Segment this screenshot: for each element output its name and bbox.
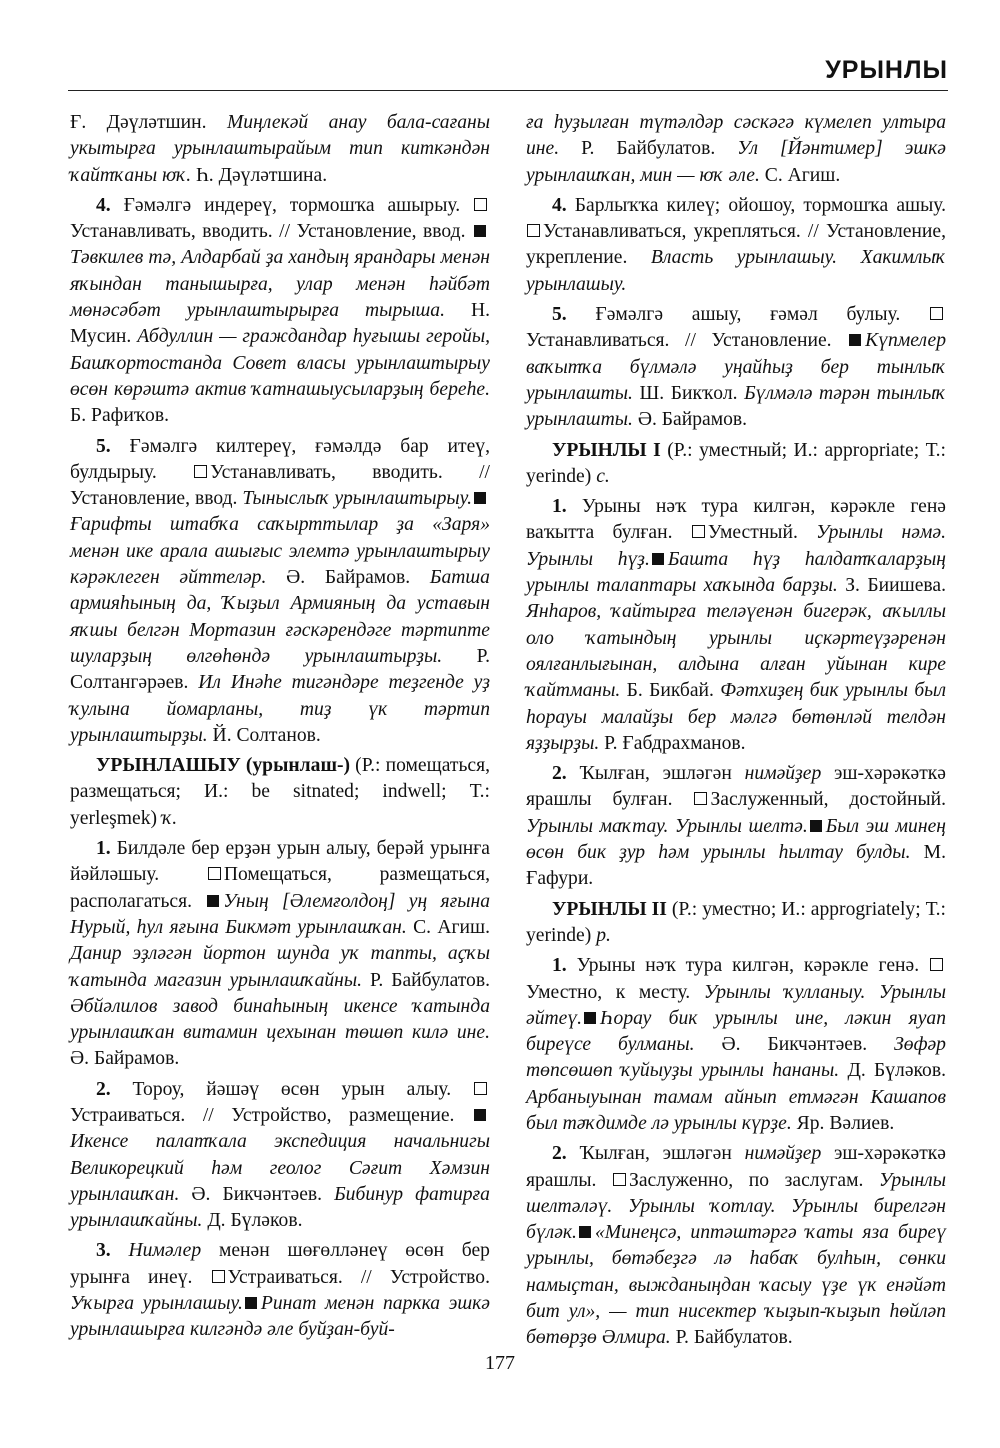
paragraph: [70, 110, 490, 189]
translation-box-icon: [208, 867, 221, 880]
example-text: Зөфәр төпсөшөп ҡуйыуҙы урынлы һананы.: [526, 1034, 946, 1082]
example-text: Башта һүҙ һалдатҡаларҙың урынлы талаптары хаҡында барҙы.: [526, 548, 946, 597]
translation-box-icon: [527, 224, 540, 237]
part-of-speech: ҡ.: [161, 807, 178, 829]
entry-urynly-1: [526, 438, 946, 491]
source-text: Ә. Байрамов.: [70, 1048, 180, 1070]
examples-square-icon: [584, 1012, 596, 1024]
translation-box-icon: [474, 198, 487, 211]
sense-number: 5.: [552, 304, 567, 326]
example-text: Икенсе палатҡала экспедиция начальнигы Великорецкий һәм геолог Сәғит Хәмзин урынлашҡан.: [70, 1131, 490, 1205]
definition-text: Ғәмәлгә килтереү, ғәмәлдә бар итеү, булдырыу.: [70, 435, 490, 483]
source-text: Һ. Дәүләтшина.: [191, 164, 328, 186]
translation-text: Устраиваться. // Устройство, размещение.: [70, 1104, 472, 1126]
definition-text: эш-хәрәкәткә ярашлы.: [526, 1143, 947, 1191]
entry-translations: (Р.: уместный; И.: appropriate; Т.: yerinde): [526, 439, 946, 487]
definition-text: Ғәмәлгә ашыу, ғәмәл булыу.: [566, 304, 929, 326]
example-text: Батша армияһының да, Ҡыҙыл Армияның да уставын яҡшы белгән Мортазин ғәскәрендәге тәртипте шуларҙың өлгөһөндә урынлаштырҙы.: [70, 567, 490, 667]
translation-text: Уместный.: [707, 522, 817, 544]
example-text: Бүлмәлә тәрән тынлыҡ урынлашты.: [526, 382, 946, 431]
source-text: Ә. Бикчәнтәев.: [179, 1183, 335, 1205]
translation-box-icon: [474, 1082, 487, 1095]
translation-box-icon: [613, 1173, 626, 1186]
examples-square-icon: [207, 895, 219, 907]
example-text: Урынлы шелтәләү. Урынлы ҡотлау. Урынлы бирелгән бүләк.: [526, 1169, 946, 1244]
sense-2: [70, 1077, 490, 1235]
source-text: Б. Бикбай.: [620, 680, 721, 702]
definition-italic: нимәйҙер: [744, 1143, 822, 1165]
source-text: М. Ғафури.: [526, 842, 946, 890]
examples-square-icon: [474, 1109, 486, 1121]
definition-text: менән шөғөлләнеү өсөн бер урынға инеү.: [70, 1240, 490, 1288]
sense-2: [526, 761, 946, 892]
source-text: Р. Байбулатов.: [670, 1327, 793, 1349]
source-text: Ә. Бикчәнтәев.: [694, 1034, 895, 1056]
entry-headword: УРЫНЛЫ I: [552, 439, 661, 461]
source-text: Яр. Вәлиев.: [791, 1112, 895, 1134]
entry-headword: УРЫНЛАШЫУ: [96, 755, 241, 777]
definition-text: Урыны нәҡ тура килгән, кәрәкле генә.: [566, 955, 929, 977]
sense-number: 1.: [96, 838, 111, 860]
examples-square-icon: [245, 1297, 257, 1309]
examples-square-icon: [849, 334, 861, 346]
source-text: Ә. Байрамов.: [632, 409, 748, 431]
running-header: [68, 56, 948, 91]
sense-5: [526, 302, 946, 433]
entry-headword-stem: (урынлаш-): [240, 755, 351, 777]
left-column: [70, 110, 490, 1348]
source-text: Р. Солтангәрәев.: [70, 645, 490, 694]
example-text: Ил Инәһе тигәндәре теҙгенде уҙ ҡулына йомарланы, тиҙ үк тәртип урынлаштырҙы.: [70, 672, 490, 746]
sense-2: [526, 1141, 946, 1351]
example-text: Миңлекәй анау бала-сағаны укытырға урынлаштырайым тип киткәндән ҡайтҡаны юҡ.: [70, 112, 490, 186]
source-text: Ш. Бикҡол.: [632, 382, 745, 404]
source-text: Р. Байбулатов.: [362, 969, 491, 991]
sense-number: 3.: [96, 1240, 111, 1262]
sense-1: [526, 494, 946, 757]
sense-number: 2.: [96, 1078, 111, 1100]
sense-number: 1.: [552, 955, 567, 977]
definition-text: Тороу, йәшәү өсөн урын алыу.: [110, 1078, 473, 1100]
example-text: «Минеңсә, иптәштәргә ҡаты яза биреү урынлы, бөтәбеҙгә лә һабаҡ булһын, сөнки намыҫтан, выжданыңдан ҡасыу үҙе үк енәйәт бит ул», — тип нисектер ҡыҙып-ҡыҙып һөйләп бөтөрҙө Әлмира.: [526, 1222, 946, 1349]
definition-italic: нимәйҙер: [744, 763, 822, 785]
page-number: 177: [485, 1352, 515, 1374]
translation-box-icon: [930, 307, 943, 320]
entry-urynly-2: [526, 897, 946, 950]
definition-text: Ғәмәлгә индереү, тормошҡа ашырыу.: [110, 194, 473, 216]
example-text: Бибинур фатирға урынлашҡайны.: [70, 1183, 490, 1232]
definition-text: Билдәле бер ерҙән урын алыу, берәй урынға йәйләшыу.: [70, 838, 490, 886]
sense-number: 2.: [552, 1143, 567, 1165]
source-text: С. Агиш.: [406, 916, 490, 938]
translation-text: Помещаться, размещаться, располагаться.: [70, 864, 491, 912]
entry-headword: УРЫНЛЫ II: [552, 898, 667, 920]
sense-number: 5.: [96, 435, 111, 457]
example-text: ға һуҙылған түтәлдәр сәскәгә күмелеп ултыра ине.: [526, 112, 946, 160]
example-text: Фәтхиҙең бик урынлы был һорауы малайҙы бер мәлгә бөтөнләй телдән яҙҙырҙы.: [526, 680, 946, 754]
entry-urynlashyu: [70, 753, 490, 832]
sense-4: [70, 193, 490, 430]
header-title: УРЫНЛЫ: [825, 56, 948, 84]
examples-square-icon: [579, 1226, 591, 1238]
source-text: Б. Рафиҡов.: [70, 405, 170, 427]
translation-text: Устраиваться. // Устройство.: [227, 1266, 490, 1288]
examples-square-icon: [474, 225, 486, 237]
sense-1: [70, 836, 490, 1073]
example-text: Урынлы ҡулланыу. Урынлы әйтеү.: [526, 981, 946, 1029]
example-text: Был эш минең өсөн бик ҙур һәм урынлы һылтау булды.: [526, 815, 946, 864]
example-text: Тәвкилев тә, Алдарбай ҙа хандың ярандары менән яҡындан танышырға, улар менән һәйбәт мөнәсәбәт урынлаштырырға тырыша.: [70, 247, 490, 322]
source-text: Д. Бүләков.: [839, 1060, 946, 1082]
entry-translations: (Р.: уместно; И.: approgriately; Т.: yerinde): [526, 898, 946, 946]
translation-box-icon: [692, 525, 705, 538]
translation-text: Устанавливаться. // Установление.: [526, 330, 848, 352]
source-text: Н. Мусин.: [70, 300, 490, 348]
source-text: Д. Бүләков.: [202, 1210, 303, 1232]
translation-box-icon: [930, 958, 943, 971]
source-text: Ә. Байрамов.: [266, 567, 430, 589]
sense-number: 2.: [552, 763, 567, 785]
example-text: Ғарифты штабҡа саҡырттылар ҙа «Заря» менән ике арала ашығыс элемтә урынлаштырыу кәрәклеген әйттеләр.: [70, 514, 490, 589]
example-text: Ул [Йәнтимер] эшкә урынлашҡан, мин — юҡ әле.: [526, 138, 946, 186]
examples-square-icon: [810, 820, 822, 832]
part-of-speech: р.: [596, 924, 611, 946]
definition-text: Ҡылған, эшләгән: [566, 1143, 745, 1165]
translation-box-icon: [212, 1270, 225, 1283]
definition-italic: Нимәлер: [128, 1240, 202, 1262]
source-text: С. Агиш.: [759, 164, 841, 186]
translation-box-icon: [194, 465, 207, 478]
sense-number: 1.: [552, 496, 567, 518]
translation-text: Устанавливать, вводить. // Установление, ввод.: [70, 221, 472, 243]
definition-text: Ҡылған, эшләгән: [566, 763, 745, 785]
entry-translations: (Р.: помещаться, размещаться; И.: be sitnated; indwell; Т.: yerleşmek): [70, 755, 491, 829]
sense-number: 4.: [552, 194, 567, 216]
definition-text: [111, 1240, 129, 1261]
example-text: Уҡырға урынлашыу.: [70, 1293, 243, 1315]
example-text: Күпмелер ваҡытҡа бүлмәлә уңайһыҙ бер тынлыҡ урынлашты.: [526, 330, 946, 404]
example-text: Уның [Әлемғолдоң] уң яғына Нурый, һул яғына Бикмәт урынлашҡан.: [70, 890, 491, 938]
example-text: Әбйәлилов завод бинаһының икенсе ҡатында урынлашҡан витамин цехынан төшөп килә ине.: [70, 995, 490, 1044]
translation-text: Заслуженно, по заслугам.: [629, 1169, 879, 1191]
definition-text: эш-хәрәкәткә ярашлы булған.: [526, 763, 947, 811]
example-text: Арбаныуынан тамам айнып етмәгән Кашапов был тәҡдимде лә урынлы күрҙе.: [526, 1086, 946, 1134]
sense-5: [70, 434, 490, 750]
source-text: Р. Ғабдрахманов.: [599, 732, 746, 754]
example-text: Һорау бик урынлы ине, ләкин яуап биреүсе булманы.: [526, 1007, 946, 1056]
definition-text: Урыны нәҡ тура килгән, кәрәкле генә ваҡытта булған.: [526, 496, 946, 544]
example-text: Власть урынлашыу. Хакимлыҡ урынлашыу.: [526, 247, 946, 295]
source-text: Ғ. Дәүләтшин.: [70, 112, 227, 133]
source-text: З. Биишева.: [837, 575, 946, 597]
paragraph: [526, 110, 946, 189]
part-of-speech: с.: [596, 465, 610, 487]
translation-text: Устанавливать, вводить. // Установление, ввод.: [70, 461, 490, 510]
examples-square-icon: [474, 492, 486, 504]
definition-text: Барлыҡҡа килеү; ойошоу, тормошҡа ашыу.: [566, 194, 946, 216]
example-text: Абдуллин — граждандар һуғышы геройы, Башҡортостанда Совет власы урынлаштырыу өсөн көрәштә актив ҡатнашыусыларҙың береһе.: [70, 326, 490, 400]
source-text: Й. Солтанов.: [207, 724, 321, 746]
translation-text: Заслуженный, достойный.: [710, 789, 946, 811]
examples-square-icon: [652, 553, 664, 565]
sense-4: [526, 193, 946, 298]
translation-box-icon: [694, 792, 707, 805]
right-column: [526, 110, 946, 1356]
example-text: Тыныслыҡ урынлаштырыу.: [242, 488, 472, 510]
example-text: Ринат менән паркка эшкә урынлашырға килгәндә әле буйҙан-буй-: [70, 1293, 490, 1341]
sense-number: 4.: [96, 194, 111, 216]
sense-3: [70, 1238, 490, 1343]
translation-text: Устанавливаться, укрепляться. // Установление, укрепление.: [526, 221, 946, 269]
example-text: Урынлы маҡтау. Урынлы шелтә.: [526, 815, 808, 837]
example-text: Урынлы нәмә. Урынлы һүҙ.: [526, 522, 946, 570]
source-text: Р. Байбулатов.: [559, 138, 738, 160]
example-text: Янһаров, ҡайтырға теләүенән бигерәк, аҡыллы оло ҡатындың урынлы иҫкәртеүҙәренән оялғанлығынан, алдына алған уйынан кире ҡайтманы.: [526, 601, 946, 702]
translation-text: Уместно, к месту.: [526, 981, 704, 1003]
example-text: Данир эҙләгән йортон шунда уҡ тапты, аҫҡы ҡатында магазин урынлашҡайны.: [70, 943, 490, 991]
sense-1: [526, 953, 946, 1137]
